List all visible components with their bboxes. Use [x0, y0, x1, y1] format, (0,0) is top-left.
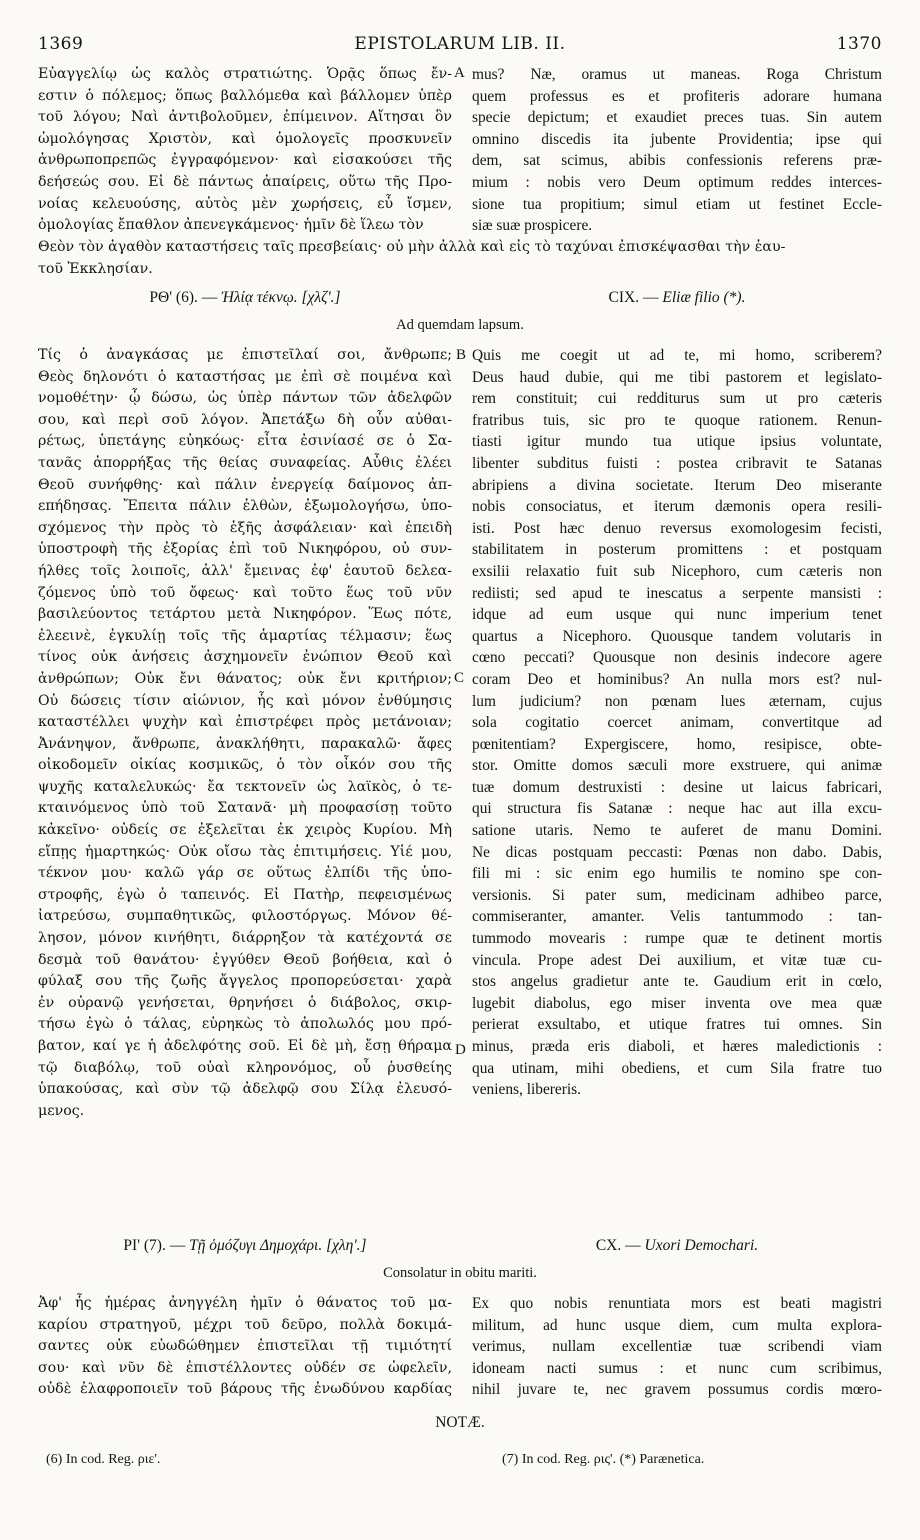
text-line: perierat exsultabo, et utique fratres tui omnes. Sin: [472, 1016, 882, 1034]
text-line: ζόμενος ὑπὸ τοῦ ὄφεως· καὶ τοῦτο ἕως τοῦ νῦν: [38, 584, 452, 601]
text-line: qui structura fis Satanæ : neque hac aut illa excu-: [472, 800, 882, 818]
text-line: cœno peccati? Quousque non desinis indecore agere: [472, 649, 882, 667]
text-line: ὑποστροφὴ τῆς ἐξορίας ἐπὶ τοῦ Νικηφόρου, οὐ συν-: [38, 541, 452, 558]
text-line: libenter subditus fuisti : postea cribravit te Satanas: [472, 454, 882, 472]
text-line: idoneam nacti sumus : et nunc cum scribimus,: [472, 1359, 882, 1377]
text-line: καταστέλλει ψυχὴν καὶ ἐπιστρέφει πρὸς μετάνοιαν;: [38, 714, 452, 731]
letter110-greek-number: ΡΙ' (7). —: [123, 1237, 186, 1254]
text-line: commiseranter, amanter. Velis tantummodo : tan-: [472, 908, 882, 926]
text-line: τέκνον μου· καλῶ γάρ σε οὕτως ἐλπίδι τῆς ὑπο-: [38, 865, 452, 882]
margin-letter-d: D: [455, 1042, 466, 1058]
margin-letter-a: A: [454, 65, 465, 81]
text-line: κἀκεῖνο· οὐδείς σε ἐξελεῖται ἐκ χειρὸς Κυρίου. Μὴ: [38, 822, 452, 839]
text-line: ὁμολογίας ἔπαθλον ἀπενεγκάμενος· ἡμῖν δὲ ἵλεω τὸν: [38, 217, 424, 234]
text-line: ὡμολόγησας Χριστὸν, καὶ ὁμολογεῖς προσκυνεῖν: [38, 130, 452, 147]
letter109-greek-heading: [38, 289, 452, 307]
text-line: mus? Næ, oramus ut maneas. Roga Christum: [472, 66, 882, 83]
text-line: lum judicium? non pœnam lues æternam, cujus: [472, 692, 882, 710]
text-line: stor. Omitte domos sæculi more exstruere, qui animæ: [472, 757, 882, 775]
text-line: ήλθες τοῖς λοιποῖς, ἀλλ' ἔμεινας ἐφ' ἑαυτοῦ δελεα-: [38, 562, 452, 579]
letter109-latin-addressee: Eliæ filio (*).: [662, 289, 746, 306]
text-line: Τίς ὁ ἀναγκάσας με ἐπιστεῖλαί σοι, ἄνθρωπε;: [38, 347, 452, 363]
text-line: sola cogitatio coercet animam, convertitque ad: [472, 714, 882, 732]
note-7: (7) In cod. Reg. ρις'. (*) Parænetica.: [502, 1452, 705, 1467]
text-line: Quis me coegit ut ad te, mi homo, scriberem?: [472, 347, 882, 364]
text-line: isti. Post hæc denuo reversus exomologesim fecisti,: [472, 519, 882, 537]
text-line: δεσμὰ τοῦ θανάτου· ἐγγύθεν Θεοῦ βοήθεια, καὶ ὁ: [38, 951, 452, 968]
text-line: quartus a Nicephoro. Quousque tandem volutaris in: [472, 627, 882, 645]
text-line: κταινόμενος ὑπὸ τοῦ Σατανᾶ· μὴ προφασίσῃ τοῦτο: [38, 800, 452, 817]
text-line: στροφῆς, ἐγὼ ὁ ταπεινός. Εἰ Πατὴρ, πεφεισμένως: [38, 886, 452, 903]
text-line: fili mi : sic enim ego humilis te nomino spe con-: [472, 865, 882, 883]
note-6: (6) In cod. Reg. ριε'.: [46, 1452, 161, 1467]
letter109-latin-number: CIX. —: [608, 289, 659, 306]
text-line: ἐλεεινὲ, ἐγκυλίῃ τοῖς τῆς ἁμαρτίας τέλμασιν; ἕως: [38, 627, 452, 644]
text-line: specie depictum; et exaudiet preces tuas. Sin autem: [472, 109, 882, 127]
text-line: τοῦ λόγου; Ναὶ ἀντιβολοῦμεν, ἐπίμεινον. Αἴτησαι ὃν: [38, 109, 452, 126]
letter109-subtitle: Ad quemdam lapsum.: [396, 317, 524, 333]
text-line: minus, præda eris diaboli, et hæres maledictionis :: [472, 1038, 882, 1055]
text-line: σου, καὶ περὶ σοῦ λόγον. Ἀπετάξω δὴ οὖν αὐθαι-: [38, 411, 452, 428]
text-line: mium : nobis vero Deum optimum reddes interces-: [472, 173, 882, 191]
text-line: οὐδὲ ἐλαφροποιεῖν τοῦ βάρους τῆς ἐνωδύνου καρδίας: [38, 1381, 452, 1398]
text-line: pœnitentiam? Expergiscere, homo, resipisce, obte-: [472, 735, 882, 753]
text-line: vincula. Prope adest Dei auxilium, et vitæ tuæ cu-: [472, 951, 882, 969]
text-line: καρίου στρατηγοῦ, μέχρι τοῦ δεῦρο, πολλὰ δοκιμά-: [38, 1316, 452, 1333]
running-title: EPISTOLARUM LIB. II.: [354, 34, 566, 54]
text-line: τήσω ἐγὼ ὁ τάλας, εὑρηκὼς τὸ ἀπολωλός μου πρό-: [38, 1016, 452, 1033]
letter110-latin-number: CX. —: [595, 1237, 641, 1254]
text-line: Deus haud dubie, qui me tibi pastorem et legislato-: [472, 368, 882, 386]
text-line: rem constituit; cui redditurus sum ut pro cæteris: [472, 390, 882, 408]
text-line: τῷ διαβόλῳ, τοῦ οὐαὶ κληρονόμος, οὗ ῥυσθείης: [38, 1059, 452, 1076]
letter109-latin-heading: [472, 289, 882, 307]
text-line: militum, ad hunc usque diem, cum multa explora-: [472, 1316, 882, 1334]
section1-greek-column: [38, 64, 452, 237]
text-line: βατον, καί γε ἡ ἀδελφότης σοῦ. Εἰ δὲ μὴ, ἔσῃ θήραμα: [38, 1038, 452, 1054]
text-line: ρέτως, ὑπετάγης εὐηκόως· εἶτα ἐσινίασέ σε ὁ Σα-: [38, 433, 452, 450]
section1-greek-tail: [38, 237, 882, 280]
text-line: qua utinam, mihi obediens, et cum Sila fratre tuo: [472, 1059, 882, 1077]
text-line: versionis. Si pater sum, medicinam adhibeo parce,: [472, 886, 882, 904]
text-line: lugebit diabolus, ego miser inventa ove mea quæ: [472, 994, 882, 1012]
text-line: τίνος οὐκ ἀνήσεις ἀσχημονεῖν ἐνώπιον Θεοῦ καὶ: [38, 649, 452, 666]
margin-letter-b: B: [456, 347, 467, 363]
text-line: τοῦ Ἐκκλησίαν.: [38, 260, 153, 277]
margin-letter-c: C: [454, 670, 465, 686]
text-line: idque ad eum usque qui nunc imperium tenet: [472, 606, 882, 624]
notes-heading: NOTÆ.: [435, 1414, 485, 1431]
text-line: ἀνθρώπων; Οὐκ ἔνι θάνατος; οὐκ ἔνι κριτήριον;: [38, 670, 452, 687]
text-line: stabilitatem in posterum promittens : et postquam: [472, 541, 882, 559]
letter109-greek-number: ΡΘ' (6). —: [149, 289, 218, 306]
text-line: Οὐ δώσεις τίσιν αἰώνιον, ἧς καὶ μόνον ἐνθύμησις: [38, 692, 452, 709]
text-line: Ex quo nobis renuntiata mors est beati magistri: [472, 1295, 882, 1312]
page-number-left: 1369: [38, 34, 84, 54]
text-line: veniens, libereris.: [472, 1081, 581, 1099]
text-line: ἀνθρωποπρεπῶς ἐγγραφόμενον· καὶ εἰσακούσει τῆς: [38, 152, 452, 169]
text-line: omnino discedis ita jubente Providentia; ipse qui: [472, 130, 882, 148]
text-line: satione utaris. Nemo te auferet de manu Domini.: [472, 822, 882, 840]
letter109-greek-addressee: Ἠλίᾳ τέκνῳ. [χλζ'.]: [221, 289, 341, 306]
text-line: ἐν οὐρανῷ γενήσεται, θρηνήσει ὁ διάβολος, σκιρ-: [38, 994, 452, 1011]
text-line: tuæ domum destruxisti : desine ut laicus fabricari,: [472, 778, 882, 796]
page-number-right: 1370: [836, 34, 882, 54]
text-line: dem, sat scimus, abibis confessionis referens præ-: [472, 152, 882, 170]
text-line: Εὐαγγελίῳ ὡς καλὸς στρατιώτης. Ὁρᾷς ὅπως ἔν-: [38, 66, 452, 82]
section1-latin-column: [472, 64, 882, 237]
text-line: sione tua propitium; simul etiam ut festinet Eccle-: [472, 195, 882, 213]
text-line: verimus, nullam excellentiæ tuæ scribendi viam: [472, 1338, 882, 1356]
letter109-latin-column: [472, 345, 882, 1101]
text-line: εστιν ὁ πόλεμος; ὅπως βαλλόμεθα καὶ βάλλομεν ὑπὲρ: [38, 87, 452, 104]
text-line: Θεοῦ συνήφθης· καὶ πάλιν ἐνεργείᾳ δαίμονος ἀπ-: [38, 476, 452, 493]
letter110-latin-column: [472, 1293, 882, 1401]
text-line: quem professus es et profiteris adorare humana: [472, 87, 882, 105]
text-line: siæ suæ prospicere.: [472, 217, 593, 235]
text-line: Ne dicas postquam peccasti: Pœnas non dabo. Dabis,: [472, 843, 882, 861]
text-line: nihil juvare te, nec gravem possumus cordis mœro-: [472, 1381, 882, 1399]
text-line: λησον, μόνον κινήθητι, διάρρηξον τὰ κατέχοντά σε: [38, 930, 452, 947]
letter110-subtitle: Consolatur in obitu mariti.: [383, 1265, 537, 1281]
text-line: ὑπακούσας, καὶ σὺν τῷ ἀδελφῷ σου Σίλᾳ ἐλευσό-: [38, 1081, 452, 1098]
text-line: nobis consociatus, et iterum dæmonis opera resili-: [472, 498, 882, 516]
letter110-greek-heading: [38, 1237, 452, 1255]
text-line: Ἀφ' ἧς ἡμέρας ἀνηγγέλη ἡμῖν ὁ θάνατος τοῦ μα-: [38, 1295, 452, 1311]
text-line: βασιλεύοντος τετάρτου μετὰ Νικηφόρον. Ἕως πότε,: [38, 606, 452, 623]
text-line: σαντες οὐκ εὐωδώθημεν ἐπιστεῖλαι τῇ τιμιότητί: [38, 1338, 452, 1355]
text-line: δεήσεώς σου. Εἰ δὲ πάντως ἀπαίρεις, οὕτω τῆς Προ-: [38, 173, 452, 190]
text-line: ἰατρεύσω, συμπαθητικῶς, φιλοστόργως. Μόνον θέ-: [38, 908, 452, 925]
text-line: οἰκοδομεῖν οἰκίας κοσμικῶς, ὁ τὸν οἶκόν σου τῆς: [38, 757, 452, 774]
text-line: tummodo movearis : rumpe quæ te detinent mortis: [472, 930, 882, 948]
letter110-latin-addressee: Uxori Demochari.: [644, 1237, 759, 1254]
text-line: coram Deo et hominibus? An nulla mors est? nul-: [472, 670, 882, 688]
text-line: τανᾶς ἀπορρήξας τῆς θείας συναφείας. Αὖθις ἐλέει: [38, 454, 452, 471]
text-line: ψυχῆς καταλελυκώς· ἔα τεκτονεῖν ὡς λαϊκὸς, ὁ τε-: [38, 778, 452, 795]
text-line: exsilii relaxatio fuit sub Nicephoro, cum cæteris non: [472, 562, 882, 580]
text-line: μενος.: [38, 1102, 85, 1119]
text-line: εἴπῃς ἡμαρτηκώς· Οὐκ οἴσω τὰς ἐπιτιμήσεις. Υἱέ μου,: [38, 843, 452, 860]
text-line: σχόμενος τὴν πρὸς τὸ ἑξῆς ἀσφάλειαν· καὶ ἐπειδὴ: [38, 519, 452, 536]
text-line: rediisti; sed apud te inescatus a serpente mansisti :: [472, 584, 882, 602]
text-line: fratribus tuis, sic pro te quoque rationem. Renun-: [472, 411, 882, 429]
text-line: stos angelus gradietur ante te. Gaudium erit in cœlo,: [472, 973, 882, 991]
text-line: επήδησας. Ἔπειτα πάλιν ἐλθὼν, ἐξωμολογήσω, ὑπο-: [38, 498, 452, 515]
letter110-greek-addressee: Τῇ ὁμόζυγι Δημοχάρι. [χλη'.]: [189, 1237, 367, 1254]
text-line: νοίας κελευούσης, αὐτὸς μὲν χωρήσεις, εὖ ἴσμεν,: [38, 195, 452, 212]
letter110-latin-heading: [472, 1237, 882, 1255]
letter110-greek-column: [38, 1293, 452, 1401]
text-line: Θεὸς δηλονότι ὁ καταστήσας με ἐπὶ σὲ ποιμένα καὶ: [38, 368, 452, 385]
text-line: φύλαξ σου τῆς ζωῆς ἄγγελος προπορεύσεται· χαρὰ: [38, 973, 452, 990]
text-line: tiasti igitur mundo tua utique ipsius voluntate,: [472, 433, 882, 451]
text-line: νομοθέτην· ᾧ δώσω, ὡς ὑπὲρ πάντων τῶν ἀδελφῶν: [38, 390, 452, 407]
text-line: Θεὸν τὸν ἀγαθὸν καταστήσεις ταῖς πρεσβείαις· οὐ μὴν ἀλλὰ καὶ εἰς τὸ ταχύναι ἐπισκέψασθαι τὴν ἑαυ-: [38, 239, 786, 255]
text-line: σου· καὶ νῦν δὲ ἐπιστέλλοντες οὐδέν σε ὠφελεῖν,: [38, 1359, 452, 1376]
text-line: abripiens a divina societate. Iterum Deo miserante: [472, 476, 882, 494]
letter109-greek-column: [38, 345, 452, 1122]
text-line: Ἀνάνηψον, ἄνθρωπε, ἀνακλήθητι, παρακαλῶ· ἄφες: [38, 735, 452, 752]
